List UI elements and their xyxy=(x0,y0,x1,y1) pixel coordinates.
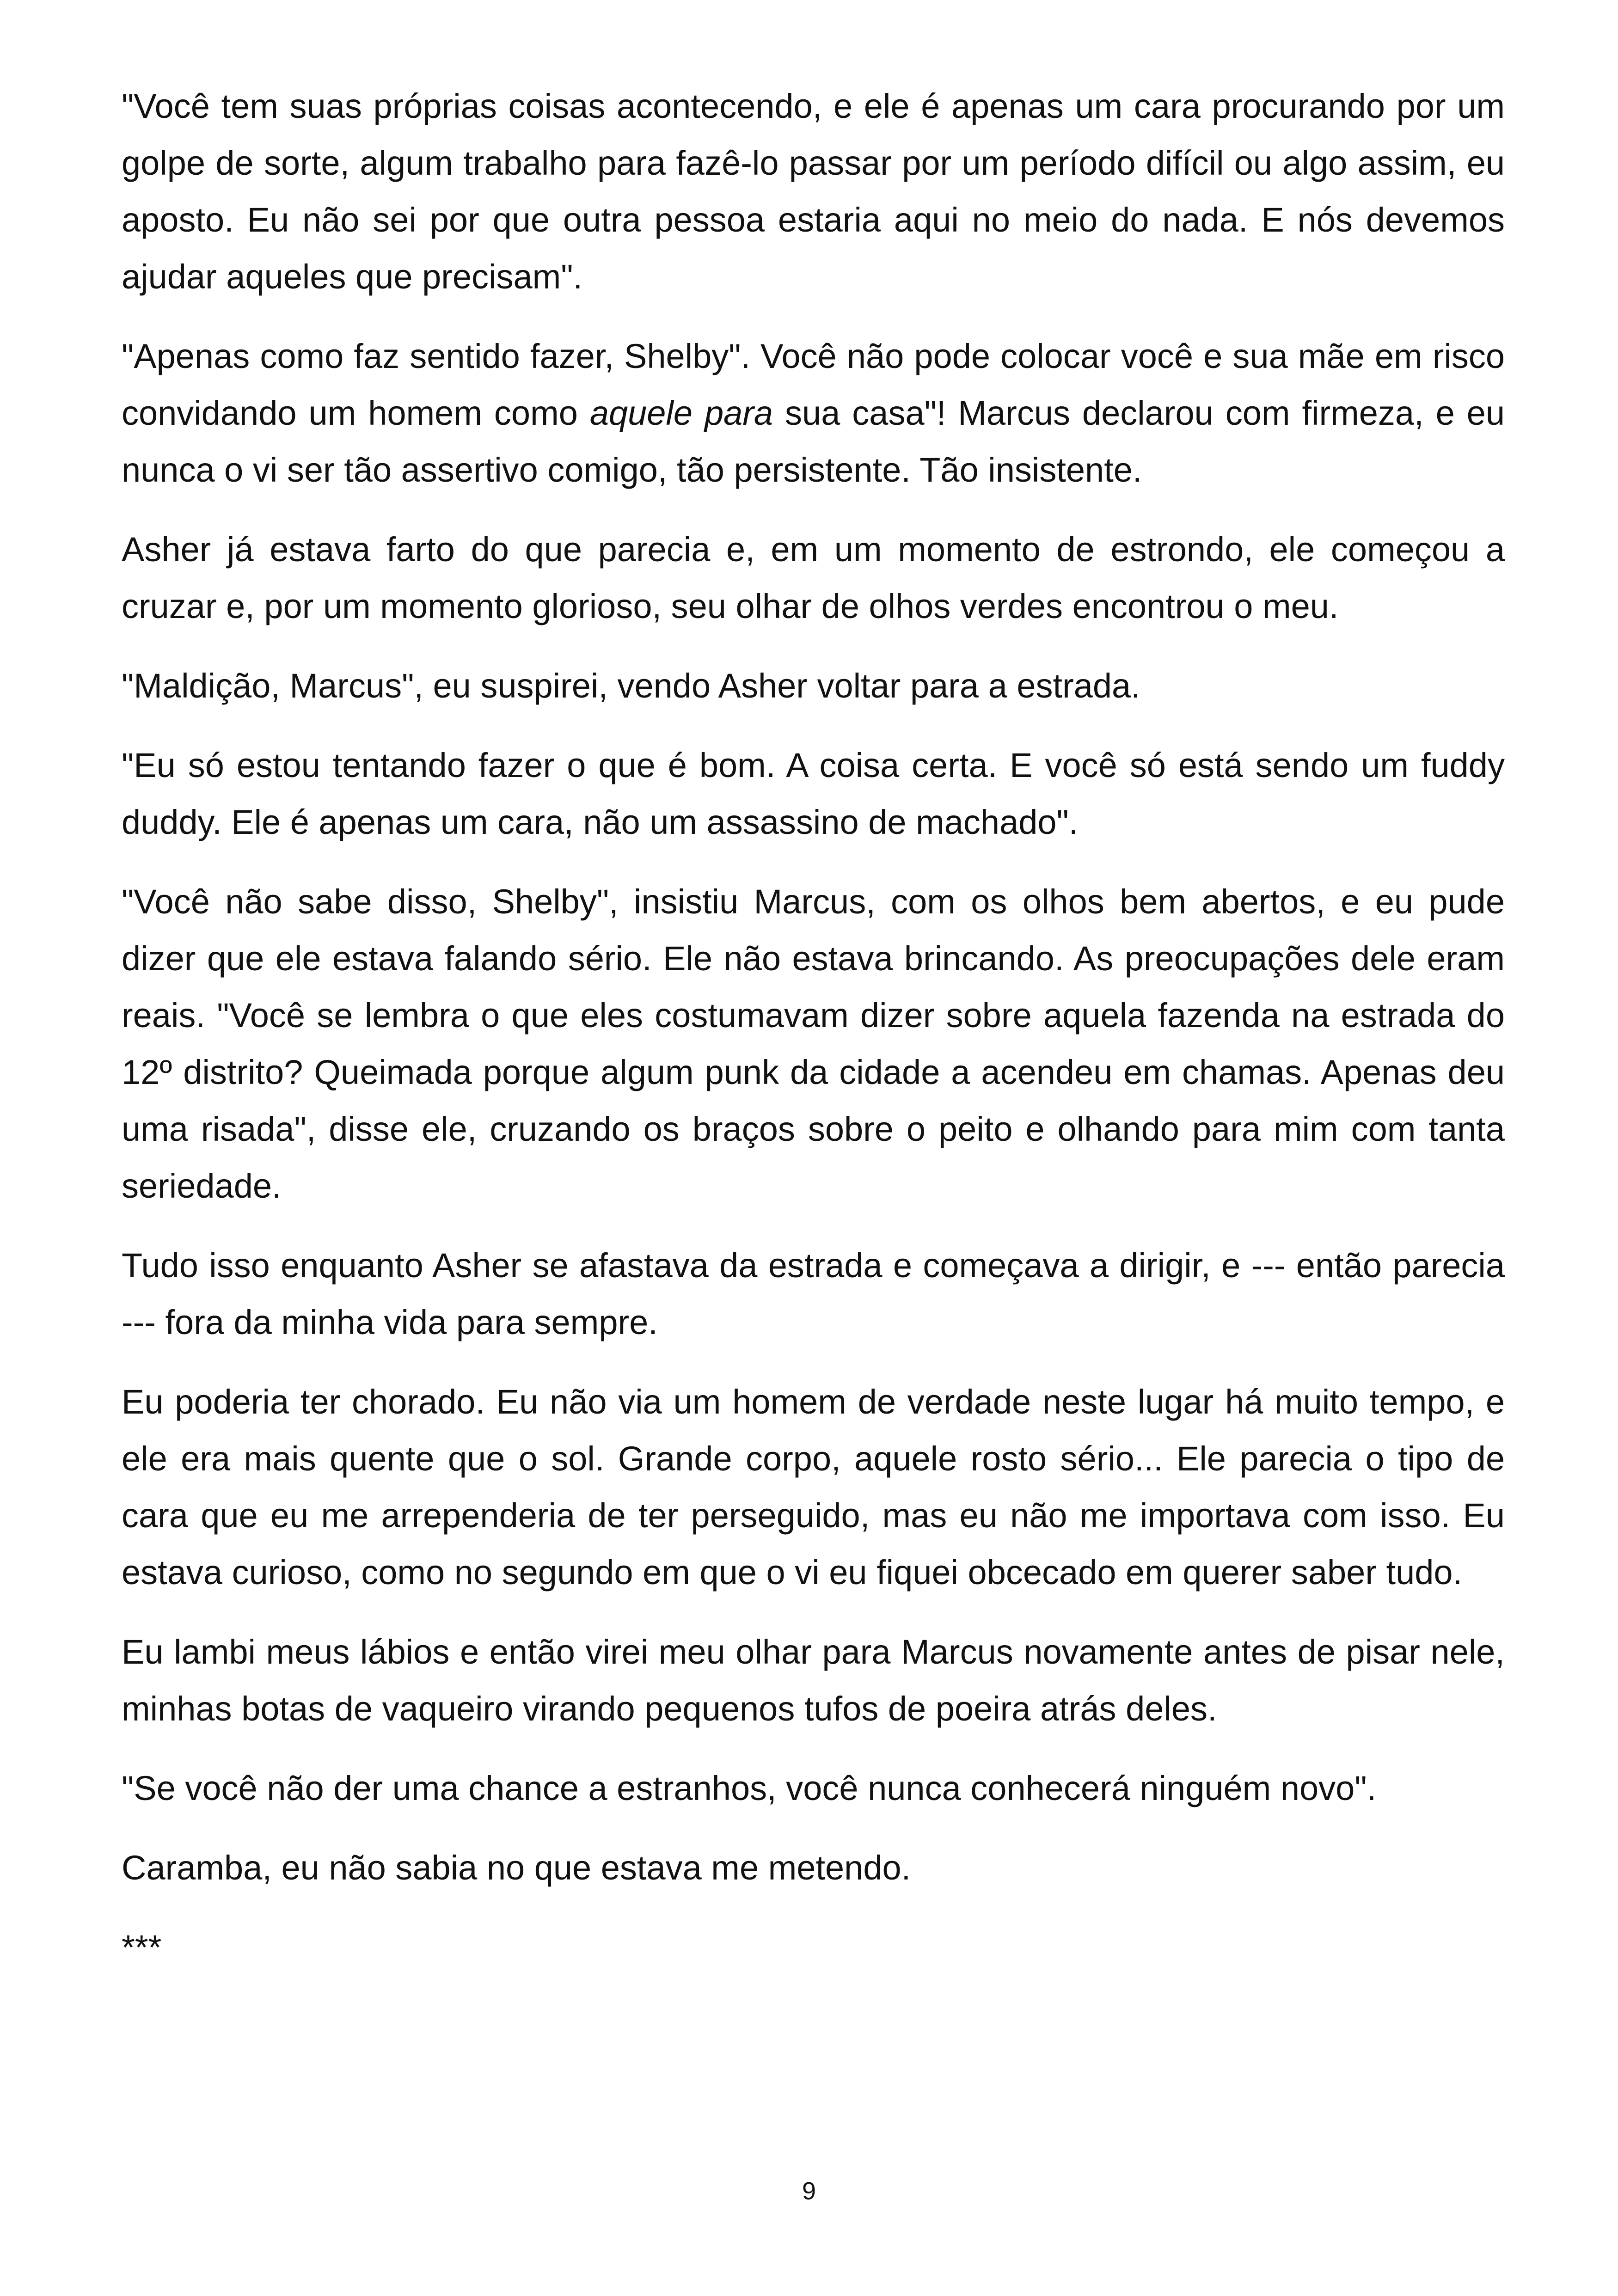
italic-text: aquele para xyxy=(589,394,773,432)
paragraph: "Eu só estou tentando fazer o que é bom. A coisa certa. E você só está sendo um fuddy duddy. Ele é apenas um cara, não um assassino de machado". xyxy=(122,746,1505,841)
section-break: *** xyxy=(122,1928,162,1966)
paragraph: Tudo isso enquanto Asher se afastava da estrada e começava a dirigir, e --- então parecia --- fora da minha vida para sempre. xyxy=(122,1246,1505,1341)
paragraph-text: "Apenas como faz sentido fazer, Shelby". Você não pode colocar você e sua mãe em risco convidando um homem como xyxy=(122,337,1505,432)
paragraph: "Você tem suas próprias coisas acontecendo, e ele é apenas um cara procurando por um golpe de sorte, algum trabalho para fazê-lo passar por um período difícil ou algo assim, eu aposto. Eu não sei por que outra pessoa estaria aqui no meio do nada. E nós devemos ajudar aqueles que precisam". xyxy=(122,87,1505,296)
paragraph xyxy=(122,328,1505,498)
body-text xyxy=(122,78,1505,1998)
paragraph: "Se você não der uma chance a estranhos, você nunca conhecerá ninguém novo". xyxy=(122,1769,1377,1807)
paragraph: Asher já estava farto do que parecia e, em um momento de estrondo, ele começou a cruzar e, por um momento glorioso, seu olhar de olhos verdes encontrou o meu. xyxy=(122,530,1505,625)
paragraph-text: sua casa"! Marcus declarou com firmeza, e eu nunca o vi ser tão assertivo comigo, tão persistente. Tão insistente. xyxy=(122,394,1505,489)
paragraph: Eu poderia ter chorado. Eu não via um homem de verdade neste lugar há muito tempo, e ele era mais quente que o sol. Grande corpo, aquele rosto sério... Ele parecia o tipo de cara que eu me arrependeria de ter perseguido, mas eu não me importava com isso. Eu estava curioso, como no segundo em que o vi eu fiquei obcecado em querer saber tudo. xyxy=(122,1383,1505,1592)
paragraph: "Você não sabe disso, Shelby", insistiu Marcus, com os olhos bem abertos, e eu pude dizer que ele estava falando sério. Ele não estava brincando. As preocupações dele eram reais. "Você se lembra o que eles costumavam dizer sobre aquela fazenda na estrada do 12º distrito? Queimada porque algum punk da cidade a acendeu em chamas. Apenas deu uma risada", disse ele, cruzando os braços sobre o peito e olhando para mim com tanta seriedade. xyxy=(122,882,1505,1205)
page-number: 9 xyxy=(802,2177,816,2205)
paragraph: Eu lambi meus lábios e então virei meu olhar para Marcus novamente antes de pisar nele, minhas botas de vaqueiro virando pequenos tufos de poeira atrás deles. xyxy=(122,1633,1505,1728)
paragraph: "Maldição, Marcus", eu suspirei, vendo Asher voltar para a estrada. xyxy=(122,667,1140,705)
paragraph: Caramba, eu não sabia no que estava me metendo. xyxy=(122,1849,911,1887)
